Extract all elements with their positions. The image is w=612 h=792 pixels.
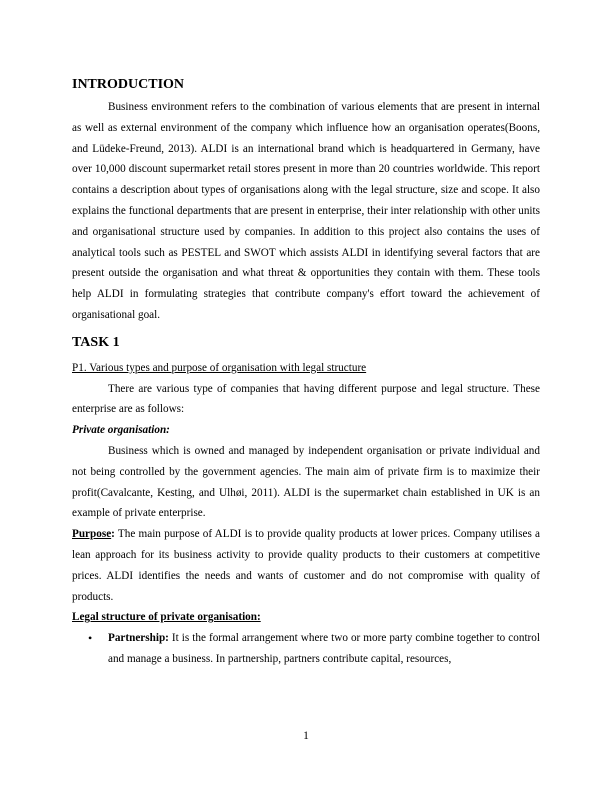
partnership-label: Partnership: xyxy=(108,632,169,645)
p1-subheading: P1. Various types and purpose of organisation with legal structure xyxy=(72,361,367,374)
legal-structure-list xyxy=(72,628,540,670)
page-content xyxy=(72,76,540,670)
private-organisation-paragraph: Business which is owned and managed by independent organisation or private individual and not being controlled by the government agencies. The main aim of private firm is to maximize their profit(Cavalcante, Kesting, and Ulhøi, 2011). ALDI is the supermarket chain established in UK is an example of private enterprise. xyxy=(72,444,540,520)
legal-structure-heading: Legal structure of private organisation: xyxy=(72,611,261,624)
bullet-icon: • xyxy=(88,631,93,646)
private-organisation-heading: Private organisation: xyxy=(72,424,170,437)
task-1-heading: TASK 1 xyxy=(72,334,120,350)
introduction-paragraph: Business environment refers to the combination of various elements that are present in internal as well as external environment of the company which influence how an organisation operates(Boons, and Lüdeke-Freund, 2013). ALDI is an international brand which is headquartered in Germany, have over 10,000 discount supermarket retail stores present in more than 20 countries worldwide. This report contains a description about types of organisations along with the legal structure, size and scope. It also explains the functional departments that are present in enterprise, their inter relationship with other units and organisational structure used by companies. In addition to this project also contains the uses of analytical tools such as PESTEL and SWOT which assists ALDI in identifying several factors that are present outside the organisation and what threat & opportunities they contain with them. These tools help ALDI in formulating strategies that contribute company's effort toward the achievement of organisational goal. xyxy=(72,101,540,321)
purpose-paragraph xyxy=(72,524,540,607)
page-number: 1 xyxy=(303,730,309,742)
introduction-heading: INTRODUCTION xyxy=(72,77,185,92)
partnership-text: It is the formal arrangement where two or more party combine together to control and manage a business. In partnership, partners contribute capital, resources, xyxy=(108,632,540,665)
p1-paragraph: There are various type of companies that having different purpose and legal structure. These enterprise are as follows: xyxy=(72,382,540,416)
list-item-partnership xyxy=(72,628,540,670)
purpose-text: The main purpose of ALDI is to provide quality products at lower prices. Company utilises a lean approach for its business activity to provide quality products to their customers at competitive prices. ALDI identifies the needs and wants of customer and do not compromise with quality of products. xyxy=(72,528,540,603)
purpose-colon: : xyxy=(111,528,115,541)
purpose-label: Purpose xyxy=(72,528,112,541)
